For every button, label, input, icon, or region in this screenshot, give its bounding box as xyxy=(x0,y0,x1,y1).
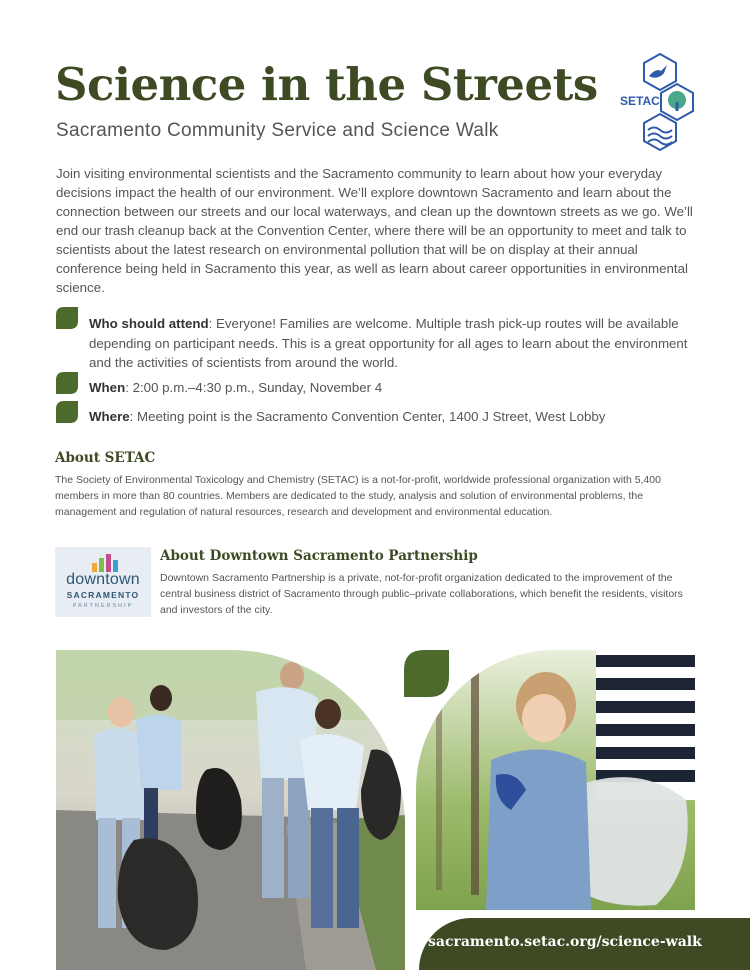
bullet-text: : Meeting point is the Sacramento Convention Center, 1400 J Street, West Lobby xyxy=(129,409,606,424)
website-url-link[interactable]: sacramento.setac.org/science-walk xyxy=(428,934,702,950)
page-subtitle: Sacramento Community Service and Science Walk xyxy=(56,120,499,141)
child-volunteer-photo xyxy=(416,650,695,910)
leaf-icon xyxy=(56,372,78,394)
page-title: Science in the Streets xyxy=(55,58,598,111)
decorative-leaf-icon xyxy=(404,650,449,697)
logo-word-downtown: downtown xyxy=(66,571,140,588)
about-dsp-text: Downtown Sacramento Partnership is a private, not-for-profit organization dedicated to the improvement of the central business district of Sacramento through public–private collaborations, which benefit the residents, visitors and investors of the city. xyxy=(160,572,683,616)
bullet-text: : Everyone! Families are welcome. Multiple trash pick-up routes will be available depending on participant needs. This is a great opportunity for all ages to learn about the environment and the activities of scientists from around the world. xyxy=(89,316,688,370)
logo-word-partnership: PARTNERSHIP xyxy=(72,603,134,609)
leaf-icon xyxy=(56,307,78,329)
leaf-icon xyxy=(56,401,78,423)
about-setac-heading: About SETAC xyxy=(55,450,156,466)
about-dsp-heading: About Downtown Sacramento Partnership xyxy=(160,548,478,564)
about-setac-text: The Society of Environmental Toxicology and Chemistry (SETAC) is a not-for-profit, worldwide professional organization with 5,400 members in more than 80 countries. Members are dedicated to the study, analysis and solution of environmental problems, the management and regulation of natural resources, research and development and environmental education. xyxy=(55,474,661,518)
setac-logo-text: SETAC xyxy=(620,94,660,108)
bullet-who xyxy=(56,307,696,369)
logo-bars-icon xyxy=(92,554,120,572)
bullet-label: Where xyxy=(89,409,130,424)
volunteers-photo xyxy=(56,650,405,970)
bullet-when xyxy=(56,372,696,396)
intro-paragraph: Join visiting environmental scientists and the Sacramento community to learn about how your everyday decisions impact the health of our environment. We’ll explore downtown Sacramento and learn about the connection between our streets and our local waterways, and clean up the downtown streets as we go. We’ll end our trash cleanup back at the Convention Center, where there will be an opportunity to meet and talk to scientists about the latest research on environmental pollution that will be on display at their annual conference being held in Sacramento this year, as well as learn about career opportunities in environmental science. xyxy=(56,166,693,295)
bullet-label: Who should attend xyxy=(89,316,209,331)
bullet-label: When xyxy=(89,380,126,395)
logo-word-sacramento: SACRAMENTO xyxy=(66,590,140,600)
setac-logo xyxy=(618,52,708,164)
website-url-banner[interactable] xyxy=(419,918,750,970)
bullet-text: : 2:00 p.m.–4:30 p.m., Sunday, November 4 xyxy=(125,380,383,395)
bullet-where xyxy=(56,401,696,425)
downtown-sacramento-logo xyxy=(55,547,151,617)
